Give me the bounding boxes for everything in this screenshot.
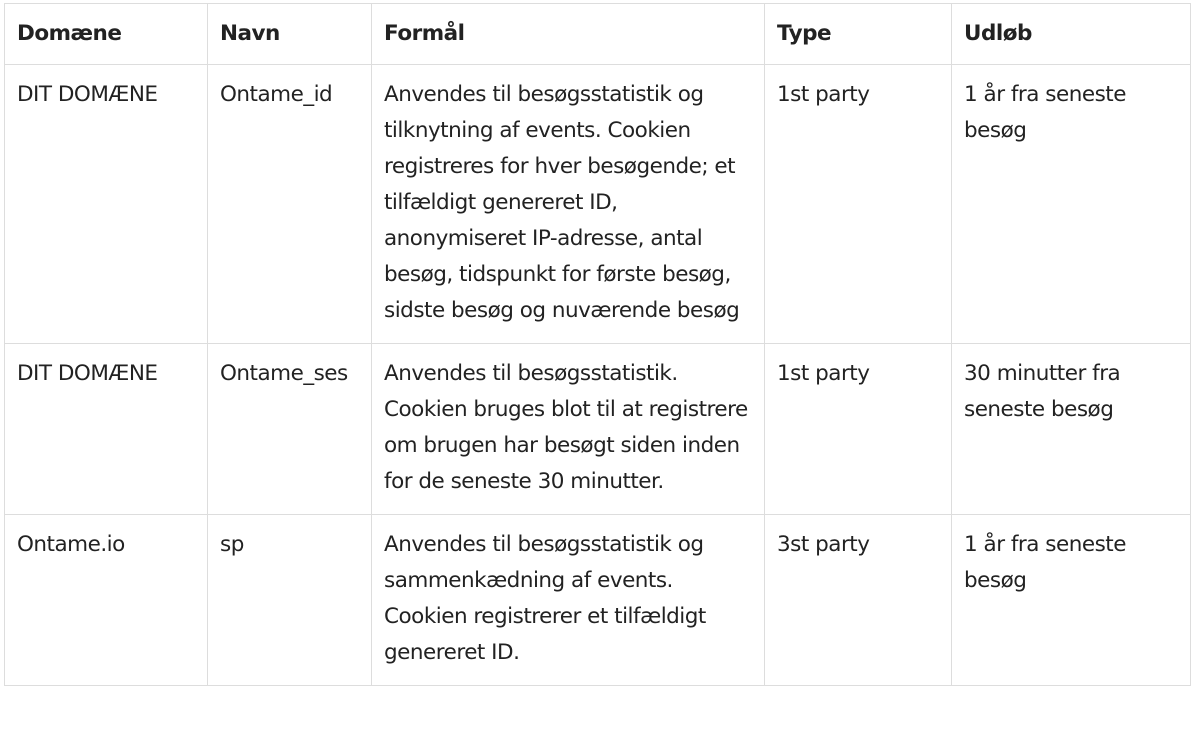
cell-expiry: 30 minutter fra seneste besøg [952, 344, 1191, 515]
table-body [5, 65, 1191, 686]
cell-type: 3st party [765, 515, 952, 686]
column-header-name: Navn [208, 4, 372, 65]
cell-name: Ontame_ses [208, 344, 372, 515]
cell-purpose: Anvendes til besøgsstatistik og sammenkædning af events. Cookien registrerer et tilfældigt genereret ID. [372, 515, 765, 686]
cell-name: sp [208, 515, 372, 686]
cell-purpose: Anvendes til besøgsstatistik og tilknytning af events. Cookien registreres for hver besøgende; et tilfældigt genereret ID, anonymiseret IP-adresse, antal besøg, tidspunkt for første besøg, sidste besøg og nuværende besøg [372, 65, 765, 344]
cell-type: 1st party [765, 65, 952, 344]
column-header-expiry: Udløb [952, 4, 1191, 65]
column-header-purpose: Formål [372, 4, 765, 65]
table-row [5, 515, 1191, 686]
cell-name: Ontame_id [208, 65, 372, 344]
table-header [5, 4, 1191, 65]
cell-expiry: 1 år fra seneste besøg [952, 65, 1191, 344]
cell-expiry: 1 år fra seneste besøg [952, 515, 1191, 686]
column-header-type: Type [765, 4, 952, 65]
table-row [5, 65, 1191, 344]
cell-domain: DIT DOMÆNE [5, 344, 208, 515]
header-row [5, 4, 1191, 65]
table-row [5, 344, 1191, 515]
cell-purpose: Anvendes til besøgsstatistik. Cookien bruges blot til at registrere om brugen har besøgt siden inden for de seneste 30 minutter. [372, 344, 765, 515]
cell-domain: DIT DOMÆNE [5, 65, 208, 344]
column-header-domain: Domæne [5, 4, 208, 65]
cell-type: 1st party [765, 344, 952, 515]
cell-domain: Ontame.io [5, 515, 208, 686]
cookie-table [4, 3, 1191, 686]
